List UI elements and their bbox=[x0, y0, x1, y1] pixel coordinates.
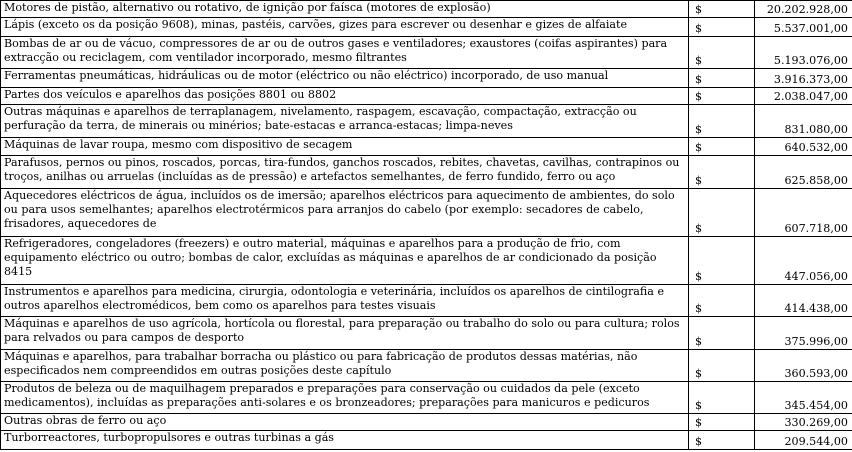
table-row bbox=[1, 18, 852, 37]
currency-symbol: $ bbox=[689, 189, 755, 237]
table-row bbox=[1, 285, 852, 317]
product-description: Máquinas e aparelhos, para trabalhar borracha ou plástico ou para fabricação de produtos dessas matérias, não especificados nem compreendidos em outras posições deste capítulo bbox=[1, 350, 689, 382]
product-description: Ferramentas pneumáticas, hidráulicas ou de motor (eléctrico ou não eléctrico) incorporado, de uso manual bbox=[1, 69, 689, 88]
currency-symbol: $ bbox=[689, 1, 755, 18]
currency-symbol: $ bbox=[689, 138, 755, 156]
currency-symbol: $ bbox=[689, 37, 755, 69]
product-description: Outras obras de ferro ou aço bbox=[1, 414, 689, 431]
table-row bbox=[1, 382, 852, 414]
product-value: 447.056,00 bbox=[755, 237, 852, 285]
product-value: 375.996,00 bbox=[755, 317, 852, 350]
product-description: Outras máquinas e aparelhos de terraplanagem, nivelamento, raspagem, escavação, compactação, extracção ou perfuração da terra, de minerais ou minérios; bate-estacas e arranca-estacas; limpa-neves bbox=[1, 105, 689, 138]
currency-symbol: $ bbox=[689, 69, 755, 88]
product-description: Máquinas de lavar roupa, mesmo com dispositivo de secagem bbox=[1, 138, 689, 156]
product-description: Refrigeradores, congeladores (freezers) e outro material, máquinas e aparelhos para a produção de frio, com equipamento eléctrico ou outro; bombas de calor, excluídas as máquinas e aparelhos de ar condicionado da posição 8415 bbox=[1, 237, 689, 285]
table-row bbox=[1, 414, 852, 431]
table-row bbox=[1, 138, 852, 156]
table-row bbox=[1, 156, 852, 189]
table-row bbox=[1, 88, 852, 105]
table-row bbox=[1, 105, 852, 138]
product-description: Bombas de ar ou de vácuo, compressores de ar ou de outros gases e ventiladores; exaustores (coifas aspirantes) para extracção ou reciclagem, com ventilador incorporado, mesmo filtrantes bbox=[1, 37, 689, 69]
product-value: 607.718,00 bbox=[755, 189, 852, 237]
table-row bbox=[1, 350, 852, 382]
currency-symbol: $ bbox=[689, 431, 755, 450]
table-row bbox=[1, 1, 852, 18]
table-row bbox=[1, 37, 852, 69]
product-description: Instrumentos e aparelhos para medicina, cirurgia, odontologia e veterinária, incluídos os aparelhos de cintilografia e outros aparelhos electromédicos, bem como os aparelhos para testes visuais bbox=[1, 285, 689, 317]
currency-symbol: $ bbox=[689, 382, 755, 414]
product-value: 20.202.928,00 bbox=[755, 1, 852, 18]
product-value: 330.269,00 bbox=[755, 414, 852, 431]
currency-symbol: $ bbox=[689, 156, 755, 189]
product-value: 5.193.076,00 bbox=[755, 37, 852, 69]
product-value: 414.438,00 bbox=[755, 285, 852, 317]
currency-symbol: $ bbox=[689, 237, 755, 285]
product-value: 625.858,00 bbox=[755, 156, 852, 189]
product-description: Máquinas e aparelhos de uso agrícola, hortícola ou florestal, para preparação ou trabalho do solo ou para cultura; rolos para relvados ou para campos de desporto bbox=[1, 317, 689, 350]
currency-symbol: $ bbox=[689, 350, 755, 382]
product-value: 360.593,00 bbox=[755, 350, 852, 382]
product-value: 209.544,00 bbox=[755, 431, 852, 450]
table-row bbox=[1, 317, 852, 350]
product-description: Turborreactores, turbopropulsores e outras turbinas a gás bbox=[1, 431, 689, 450]
product-value: 3.916.373,00 bbox=[755, 69, 852, 88]
product-description: Produtos de beleza ou de maquilhagem preparados e preparações para conservação ou cuidados da pele (exceto medicamentos), incluídas as preparações anti-solares e os bronzeadores; preparações para manicuros e pedicuros bbox=[1, 382, 689, 414]
table-row bbox=[1, 237, 852, 285]
table-row bbox=[1, 69, 852, 88]
product-description: Motores de pistão, alternativo ou rotativo, de ignição por faísca (motores de explosão) bbox=[1, 1, 689, 18]
product-description: Parafusos, pernos ou pinos, roscados, porcas, tira-fundos, ganchos roscados, rebites, chavetas, cavilhas, contrapinos ou troços, anilhas ou arruelas (incluídas as de pressão) e artefactos semelhantes, de ferro fundido, ferro ou aço bbox=[1, 156, 689, 189]
currency-symbol: $ bbox=[689, 18, 755, 37]
product-description: Lápis (exceto os da posição 9608), minas, pastéis, carvões, gizes para escrever ou desenhar e gizes de alfaiate bbox=[1, 18, 689, 37]
product-value: 640.532,00 bbox=[755, 138, 852, 156]
currency-symbol: $ bbox=[689, 105, 755, 138]
currency-symbol: $ bbox=[689, 88, 755, 105]
product-value: 2.038.047,00 bbox=[755, 88, 852, 105]
product-description: Partes dos veículos e aparelhos das posições 8801 ou 8802 bbox=[1, 88, 689, 105]
table-row bbox=[1, 431, 852, 450]
table-row bbox=[1, 189, 852, 237]
product-value: 831.080,00 bbox=[755, 105, 852, 138]
product-description: Aquecedores eléctricos de água, incluídos os de imersão; aparelhos eléctricos para aquecimento de ambientes, do solo ou para usos semelhantes; aparelhos electrotérmicos para arranjos do cabelo (por exemplo: secadores de cabelo, frisadores, aquecedores de bbox=[1, 189, 689, 237]
currency-symbol: $ bbox=[689, 285, 755, 317]
currency-symbol: $ bbox=[689, 414, 755, 431]
currency-symbol: $ bbox=[689, 317, 755, 350]
product-value: 345.454,00 bbox=[755, 382, 852, 414]
product-value: 5.537.001,00 bbox=[755, 18, 852, 37]
